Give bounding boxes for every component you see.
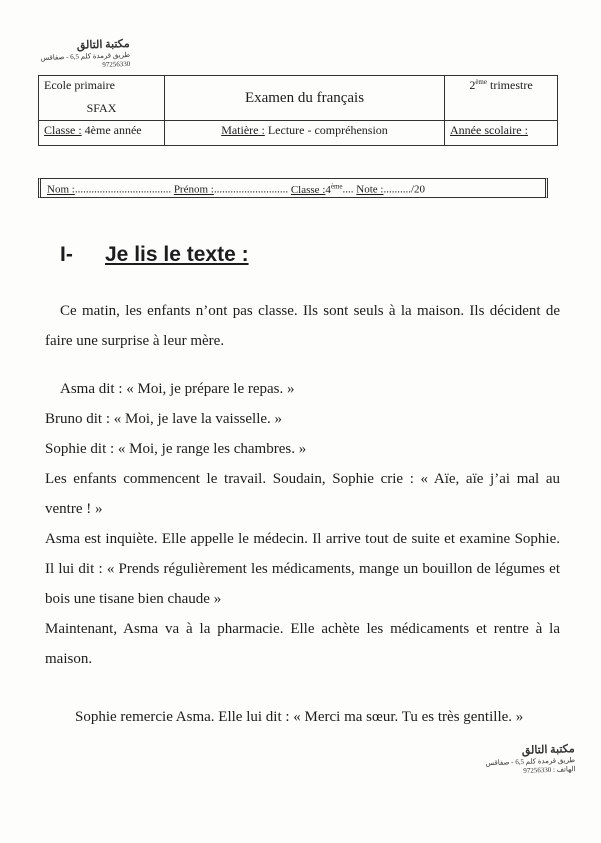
subject-label: Matière : <box>221 123 265 137</box>
dialogue-asma: Asma dit : « Moi, je prépare le repas. » <box>60 381 295 397</box>
classe-number: 4 <box>325 183 331 196</box>
exam-title: Examen du français <box>165 76 445 121</box>
dialogue-bruno: Bruno dit : « Moi, je lave la vaisselle. » <box>45 411 283 427</box>
stamp-name: مكتبة التالق <box>521 743 575 757</box>
classe-sup: ème <box>330 182 343 190</box>
classe-label: Classe : <box>290 183 326 196</box>
paragraph-doctor: Asma est inquiète. Elle appelle le médecin. Il arrive tout de suite et examine Sophie. Il lui dit : « Prends régulièrement les médicaments, mange un bouillon de légumes et bois une tisane bien chaude » <box>45 531 560 607</box>
trimester-word: trimestre <box>490 78 533 92</box>
prenom-label: Prénom : <box>173 183 214 196</box>
classe-group <box>291 184 343 196</box>
prenom-field[interactable]: ........................... <box>213 183 289 196</box>
class-label: Classe : <box>44 123 82 137</box>
dialogue-block <box>45 374 560 674</box>
note-total: /20 <box>411 183 426 196</box>
section-title: Je lis le texte : <box>105 243 249 266</box>
classe-field[interactable]: .... <box>342 183 354 196</box>
school-year-label: Année scolaire : <box>450 123 528 137</box>
subject-cell <box>165 121 445 146</box>
subject-value: Lecture - compréhension <box>267 123 388 137</box>
library-stamp-top <box>10 38 131 72</box>
stamp-address: طريق قرمدة كلم 6,5 - صفاقس <box>485 756 576 768</box>
school-city: SFAX <box>86 101 117 115</box>
class-cell <box>39 121 165 146</box>
exam-header-table <box>38 75 558 146</box>
section-number: I- <box>60 243 73 266</box>
stamp-name: مكتبة التالق <box>76 37 130 52</box>
stamp-phone: الهاتف : 97256330 <box>523 764 576 775</box>
paragraph-pharmacy: Maintenant, Asma va à la pharmacie. Elle achète les médicaments et rentre à la maison. <box>45 621 560 667</box>
school-cell <box>39 76 165 121</box>
class-value: 4ème année <box>84 123 142 137</box>
nom-field[interactable]: ................................... <box>74 183 172 196</box>
paragraph-thanks: Sophie remercie Asma. Elle lui dit : « Merci ma sœur. Tu es très gentille. » <box>75 709 524 725</box>
stamp-address: طريق قرمدة كلم 6,5 - صفاقس <box>40 51 131 63</box>
stamp-phone: 97256330 <box>102 59 131 69</box>
trimester-cell <box>445 76 558 121</box>
paragraph-final <box>45 702 560 732</box>
student-info-bar <box>38 178 548 198</box>
note-label: Note : <box>356 183 384 196</box>
paragraph-work: Les enfants commencent le travail. Soudain, Sophie crie : « Aïe, aïe j’ai mal au ventre ! » <box>45 471 560 517</box>
paragraph-1 <box>45 296 560 356</box>
library-stamp-bottom <box>465 743 576 777</box>
trimester-number: 2 <box>469 78 476 92</box>
dialogue-sophie: Sophie dit : « Moi, je range les chambres. » <box>45 441 307 457</box>
note-field[interactable]: .......... <box>383 183 411 196</box>
paragraph-text: Ce matin, les enfants n’ont pas classe. Ils sont seuls à la maison. Ils décident de faire une surprise à leur mère. <box>45 303 560 349</box>
school-name: Ecole primaire <box>44 78 115 92</box>
trimester-sup: ème <box>475 78 487 86</box>
school-year-cell <box>445 121 558 146</box>
nom-label: Nom : <box>47 183 75 196</box>
section-heading <box>60 243 249 267</box>
